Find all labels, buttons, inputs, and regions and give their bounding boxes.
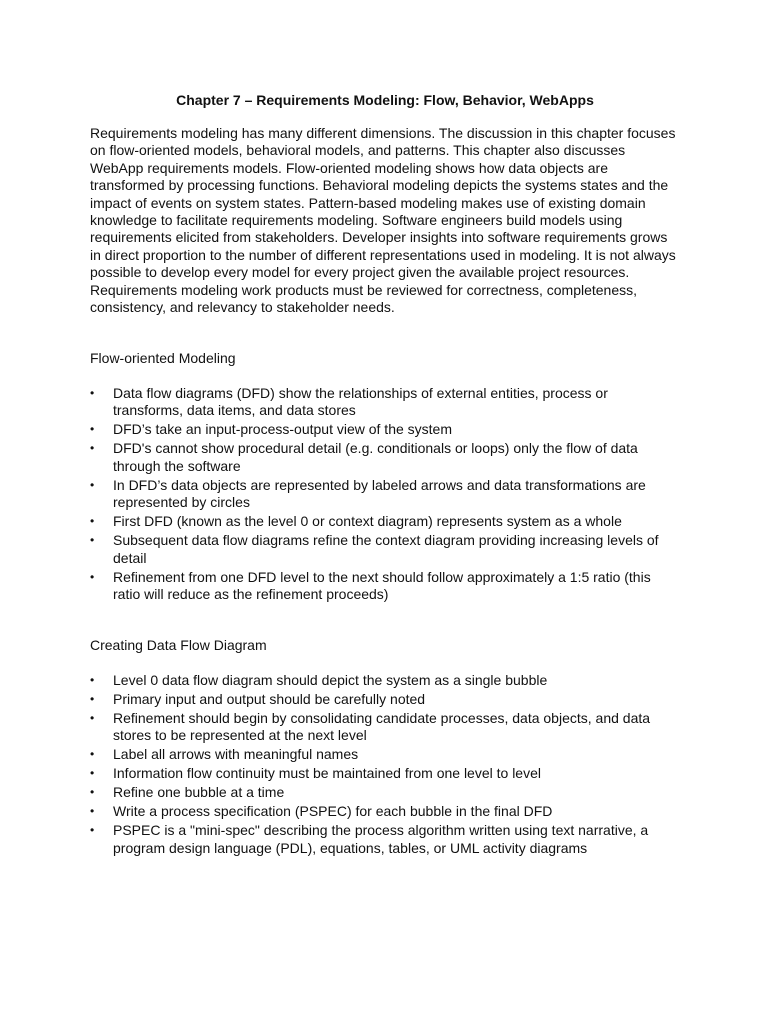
list-item bbox=[90, 746, 680, 763]
bullet-icon: • bbox=[90, 533, 95, 548]
list-item-text: Level 0 data flow diagram should depict the system as a single bubble bbox=[113, 671, 548, 688]
list-item bbox=[90, 691, 680, 708]
section-heading: Creating Data Flow Diagram bbox=[90, 637, 267, 654]
list-item-text: Refinement should begin by consolidating candidate processes, data objects, and data stores to be represented at the next level bbox=[113, 709, 651, 744]
bullet-icon: • bbox=[90, 710, 95, 725]
bullet-list bbox=[90, 672, 680, 857]
list-item bbox=[90, 822, 680, 857]
intro-paragraph: Requirements modeling has many different dimensions. The discussion in this chapter focuses on flow-oriented models, behavioral models, and patterns. This chapter also discusses WebApp requirements models. Flow-oriented modeling shows how data objects are transformed by processing functions. Behavioral modeling depicts the systems states and the impact of events on system states. Pattern-based modeling makes use of existing domain knowledge to facilitate requirements modeling. Software engineers build models using requirements elicited from stakeholders. Developer insights into software requirements grows in direct proportion to the number of different representations used in modeling. It is not always possible to develop every model for every project given the available project resources. Requirements modeling work products must be reviewed for correctness, completeness, consistency, and relevancy to stakeholder needs. bbox=[90, 125, 676, 316]
list-item-text: DFD's cannot show procedural detail (e.g. conditionals or loops) only the flow of data through the software bbox=[113, 440, 638, 474]
list-item bbox=[90, 710, 680, 745]
bullet-list bbox=[90, 385, 680, 603]
bullet-icon: • bbox=[90, 747, 95, 762]
list-item bbox=[90, 385, 680, 420]
list-item bbox=[90, 784, 680, 801]
list-item bbox=[90, 765, 680, 782]
list-item bbox=[90, 440, 680, 475]
bullet-icon: • bbox=[90, 477, 95, 492]
bullet-icon: • bbox=[90, 691, 95, 706]
document-page bbox=[90, 92, 680, 859]
list-item-text: Label all arrows with meaningful names bbox=[113, 746, 359, 763]
bullet-icon: • bbox=[90, 441, 95, 456]
list-item-text: Data flow diagrams (DFD) show the relationships of external entities, process or transforms, data items, and data stores bbox=[113, 384, 608, 419]
page-title: Chapter 7 – Requirements Modeling: Flow, Behavior, WebApps bbox=[176, 92, 594, 108]
bullet-icon: • bbox=[90, 785, 95, 800]
list-item-text: Refinement from one DFD level to the next should follow approximately a 1:5 ratio (this ratio will reduce as the refinement proceeds) bbox=[113, 568, 651, 602]
list-item-text: Write a process specification (PSPEC) for each bubble in the final DFD bbox=[113, 803, 553, 820]
list-item-text: Information flow continuity must be maintained from one level to level bbox=[113, 765, 541, 782]
list-item-text: First DFD (known as the level 0 or context diagram) represents system as a whole bbox=[113, 513, 622, 530]
bullet-icon: • bbox=[90, 514, 95, 529]
list-item-text: Refine one bubble at a time bbox=[113, 784, 285, 801]
bullet-icon: • bbox=[90, 569, 95, 584]
list-item bbox=[90, 803, 680, 820]
list-item-text: Subsequent data flow diagrams refine the context diagram providing increasing levels of detail bbox=[113, 532, 659, 566]
bullet-icon: • bbox=[90, 823, 95, 838]
list-item bbox=[90, 532, 680, 567]
list-item bbox=[90, 421, 680, 438]
bullet-icon: • bbox=[90, 385, 95, 400]
list-item-text: Primary input and output should be carefully noted bbox=[113, 690, 426, 707]
section-heading: Flow-oriented Modeling bbox=[90, 350, 236, 367]
bullet-icon: • bbox=[90, 422, 95, 437]
list-item-text: In DFD’s data objects are represented by labeled arrows and data transformations are represented by circles bbox=[113, 476, 646, 511]
list-item bbox=[90, 477, 680, 512]
bullet-icon: • bbox=[90, 766, 95, 781]
list-item-text: PSPEC is a "mini-spec" describing the process algorithm written using text narrative, a program design language (PDL), equations, tables, or UML activity diagrams bbox=[113, 822, 649, 856]
bullet-icon: • bbox=[90, 672, 95, 687]
list-item bbox=[90, 569, 680, 604]
bullet-icon: • bbox=[90, 804, 95, 819]
section-creating-data-flow-diagram bbox=[90, 637, 680, 857]
list-item bbox=[90, 513, 680, 530]
section-flow-oriented-modeling bbox=[90, 350, 680, 603]
list-item bbox=[90, 672, 680, 689]
list-item-text: DFD’s take an input-process-output view of the system bbox=[113, 421, 453, 438]
